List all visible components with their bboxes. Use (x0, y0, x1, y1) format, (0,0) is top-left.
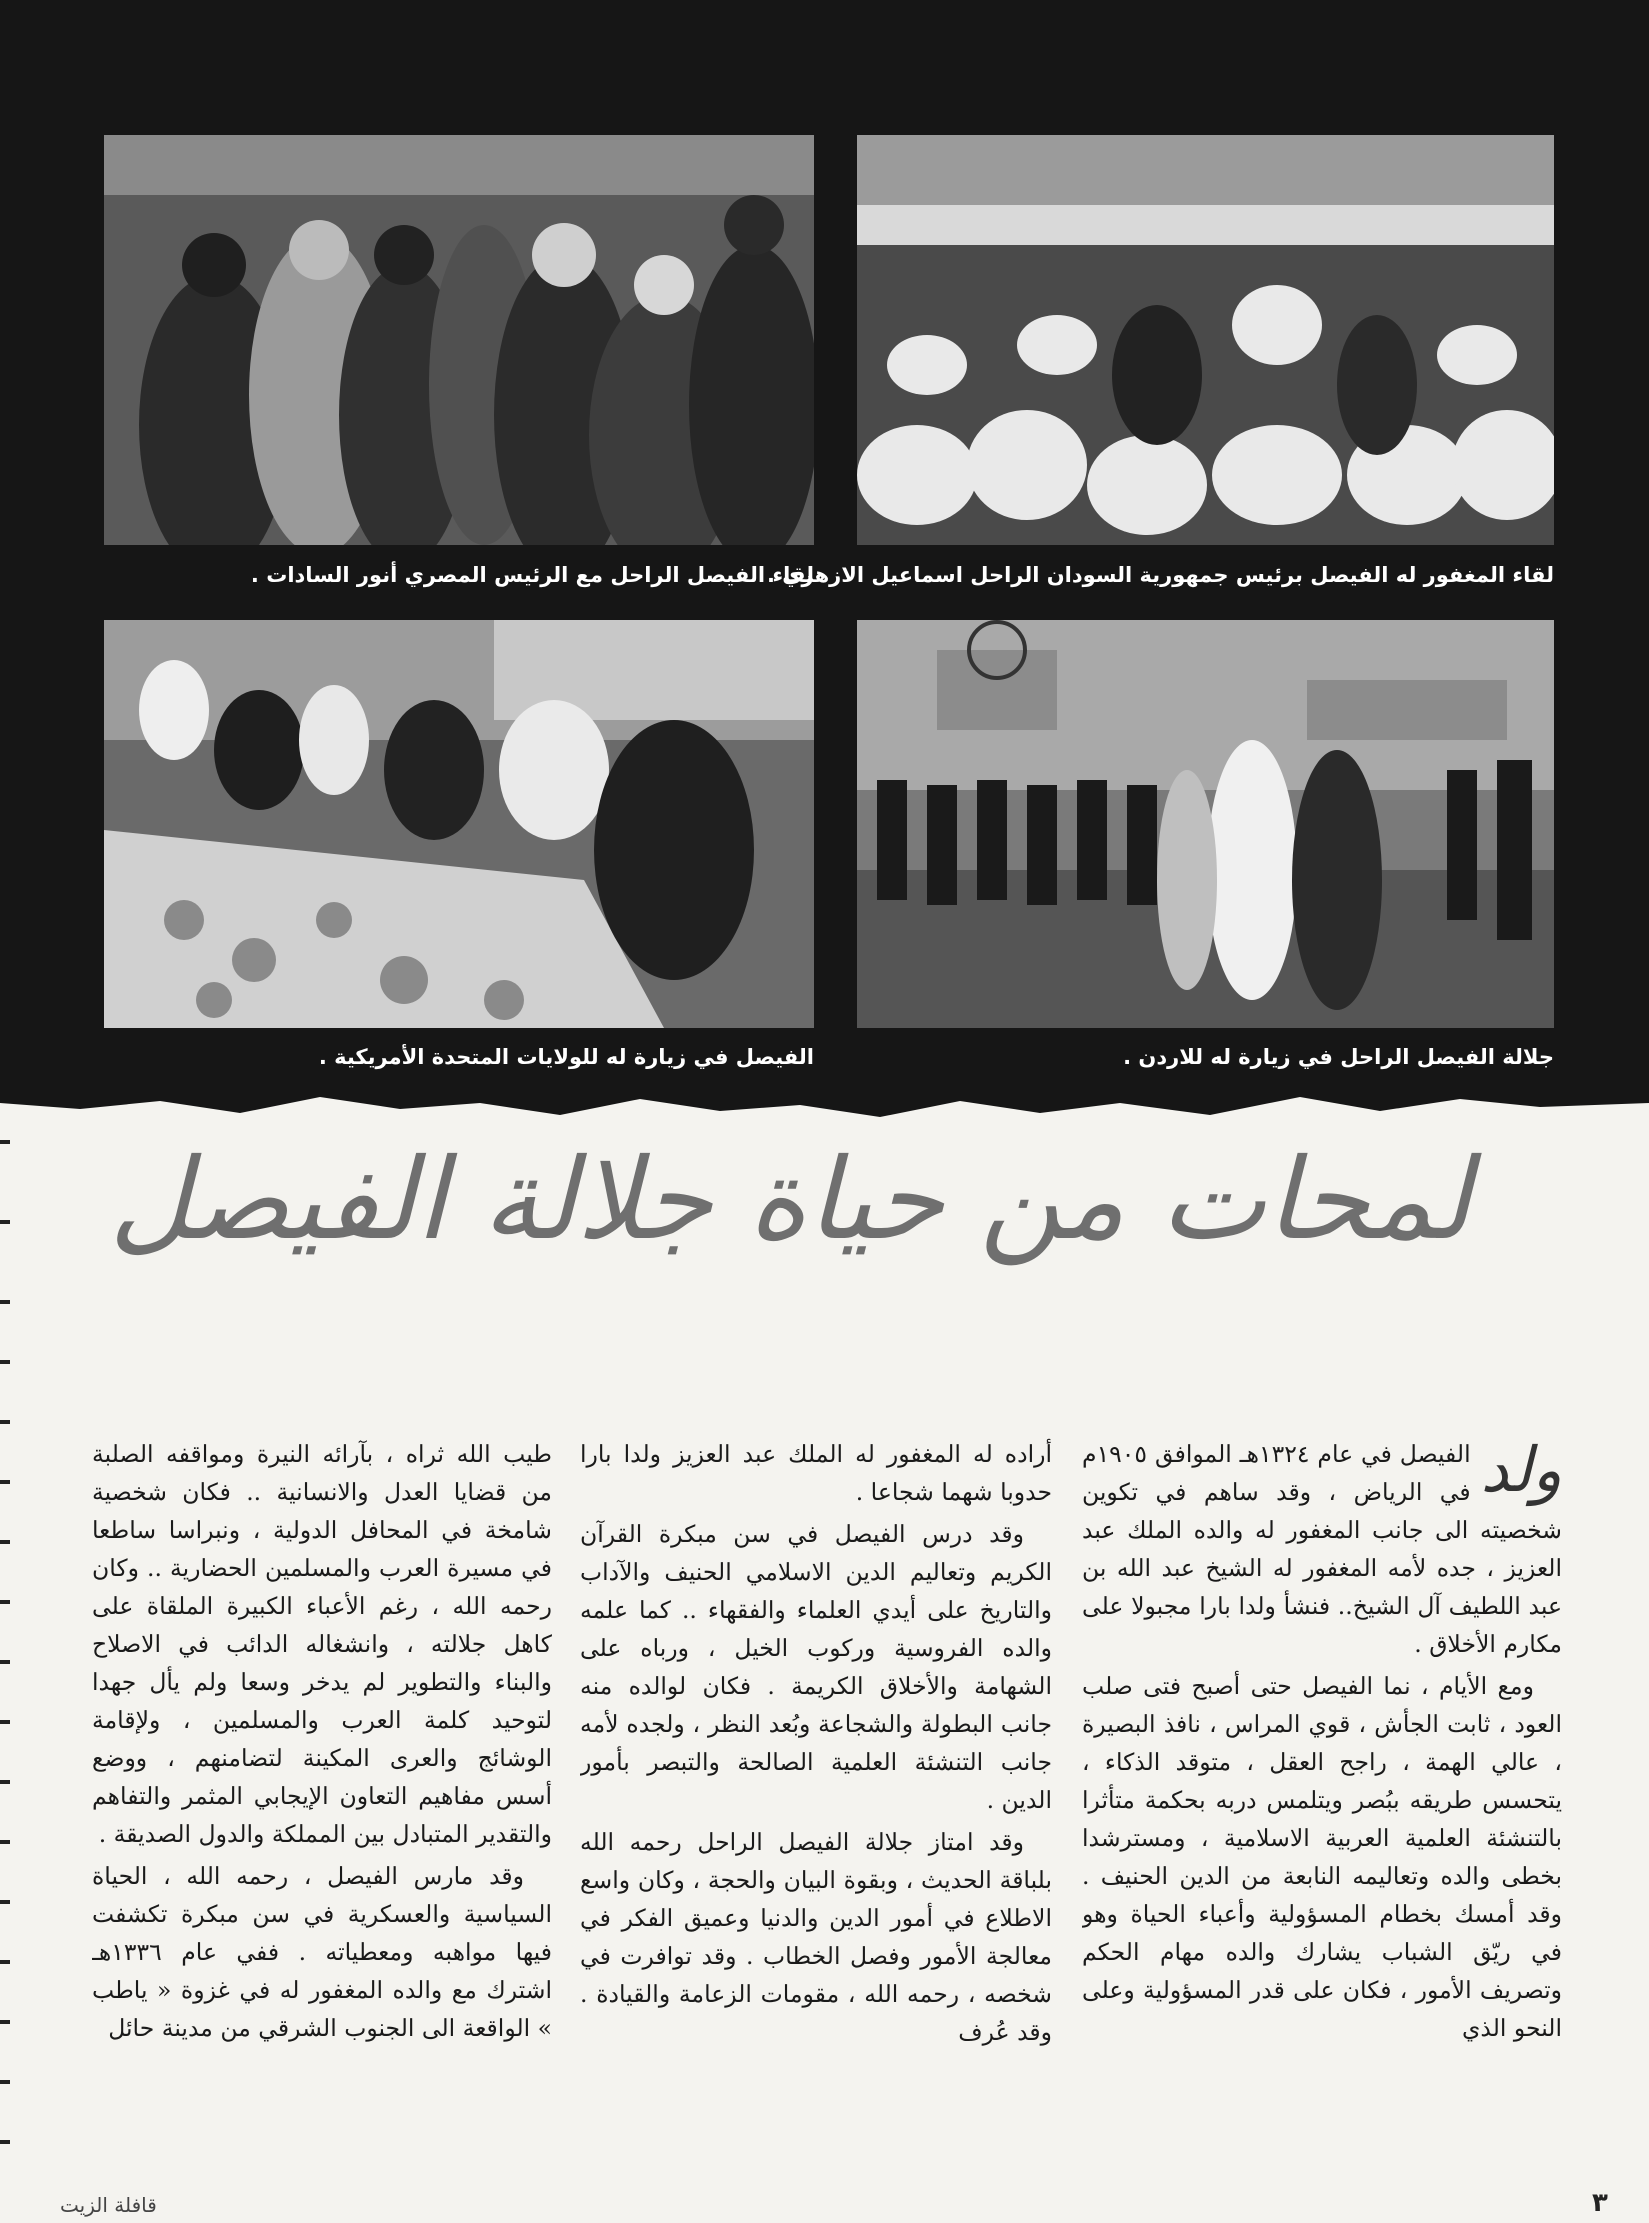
left-margin-marks (0, 1120, 14, 2180)
paragraph: ومع الأيام ، نما الفيصل حتى أصبح فتى صلب العود ، ثابت الجأش ، قوي المراس ، نافذ البصيرة ، عالي الهمة ، راجح العقل ، متوقد الذكاء ، يتحسس طريقه ببُصر ويتلمس دربه بحكمة متأثرا بالتنشئة العلمية العربية الاسلامية ، ومسترشدا بخطى والده وتعاليمه النابعة من الدين الحنيف . وقد أمسك بخطام المسؤولية وأعباء الحياة وهو في ريّق الشباب يشارك والده مهام الحكم وتصريف الأمور ، فكان على قدر المسؤولية وعلى النحو الذي (1082, 1672, 1562, 2042)
caption-photo-jordan: جلالة الفيصل الراحل في زيارة له للاردن . (1123, 1045, 1554, 1069)
photo-faisal-sudan (857, 135, 1554, 545)
page-number: ٣ (1592, 2188, 1608, 2218)
article-column-middle (580, 1435, 1052, 2125)
paragraph: الفيصل في عام ١٣٢٤هـ الموافق ١٩٠٥م في الرياض ، وقد ساهم في تكوين شخصيته الى جانب المغفور له والده الملك عبد العزيز ، جده لأمه المغفور له الشيخ عبد الله بن عبد اللطيف آل الشيخ.. فنشأ ولدا بارا مجبولا على مكارم الأخلاق . (1082, 1440, 1562, 1658)
caption-photo-usa: الفيصل في زيارة له للولايات المتحدة الأمريكية . (318, 1045, 814, 1069)
paragraph: وقد درس الفيصل في سن مبكرة القرآن الكريم وتعاليم الدين الاسلامي الحنيف والآداب والتاريخ على أيدي العلماء والفقهاء .. كما علمه والده الفروسية وركوب الخيل ، ورباه على الشهامة والأخلاق الكريمة . فكان لوالده منه جانب البطولة والشجاعة وبُعد النظر ، ولجده لأمه جانب التنشئة العلمية الصالحة والتبصر بأمور الدين . (580, 1520, 1052, 1814)
paragraph: وقد مارس الفيصل ، رحمه الله ، الحياة السياسية والعسكرية في سن مبكرة تكشفت فيها مواهبه ومعطياته . ففي عام ١٣٣٦هـ اشترك مع والده المغفور له في غزوة « ياطب » الواقعة الى الجنوب الشرقي من مدينة حائل (92, 1862, 552, 2042)
article-headline: لمحات من حياة جلالة الفيصل (108, 1135, 1472, 1265)
article-column-left (92, 1435, 552, 2125)
paragraph: أراده له المغفور له الملك عبد العزيز ولدا بارا حدوبا شهما شجاعا . (580, 1440, 1052, 1506)
torn-edge (0, 1085, 1649, 1135)
dropcap-word: ولد (1480, 1435, 1562, 1506)
photo-faisal-sadat (104, 135, 814, 545)
photo-faisal-usa (104, 620, 814, 1028)
caption-photo-sudan: لقاء المغفور له الفيصل برئيس جمهورية السودان الراحل اسماعيل الازهري . (767, 563, 1554, 587)
caption-photo-sadat: لقاء الفيصل الراحل مع الرئيس المصري أنور السادات . (250, 563, 814, 587)
magazine-name: قافلة الزيت (60, 2193, 157, 2217)
paragraph: وقد امتاز جلالة الفيصل الراحل رحمه الله بلباقة الحديث ، وبقوة البيان والحجة ، وكان واسع الاطلاع في أمور الدين والدنيا وعميق الفكر في معالجة الأمور وفصل الخطاب . وقد توافرت في شخصه ، رحمه الله ، مقومات الزعامة والقيادة . وقد عُرف (580, 1828, 1052, 2046)
photo-faisal-jordan (857, 620, 1554, 1028)
paragraph: طيب الله ثراه ، بآرائه النيرة ومواقفه الصلبة من قضايا العدل والانسانية .. فكان شخصية شامخة في المحافل الدولية ، ونبراسا ساطعا في مسيرة العرب والمسلمين الحضارية .. وكان رحمه الله ، رغم الأعباء الكبيرة الملقاة على كاهل جلالته ، وانشغاله الدائب في الاصلاح والبناء والتطوير لم يدخر وسعا ولم يأل جهدا لتوحيد كلمة العرب والمسلمين ، ولإقامة الوشائج والعرى المكينة لتضامنهم ، ووضع أسس مفاهيم التعاون الإيجابي المثمر والتفاهم والتقدير المتبادل بين المملكة والدول الصديقة . (92, 1440, 552, 1848)
article-column-right (1082, 1435, 1562, 2125)
